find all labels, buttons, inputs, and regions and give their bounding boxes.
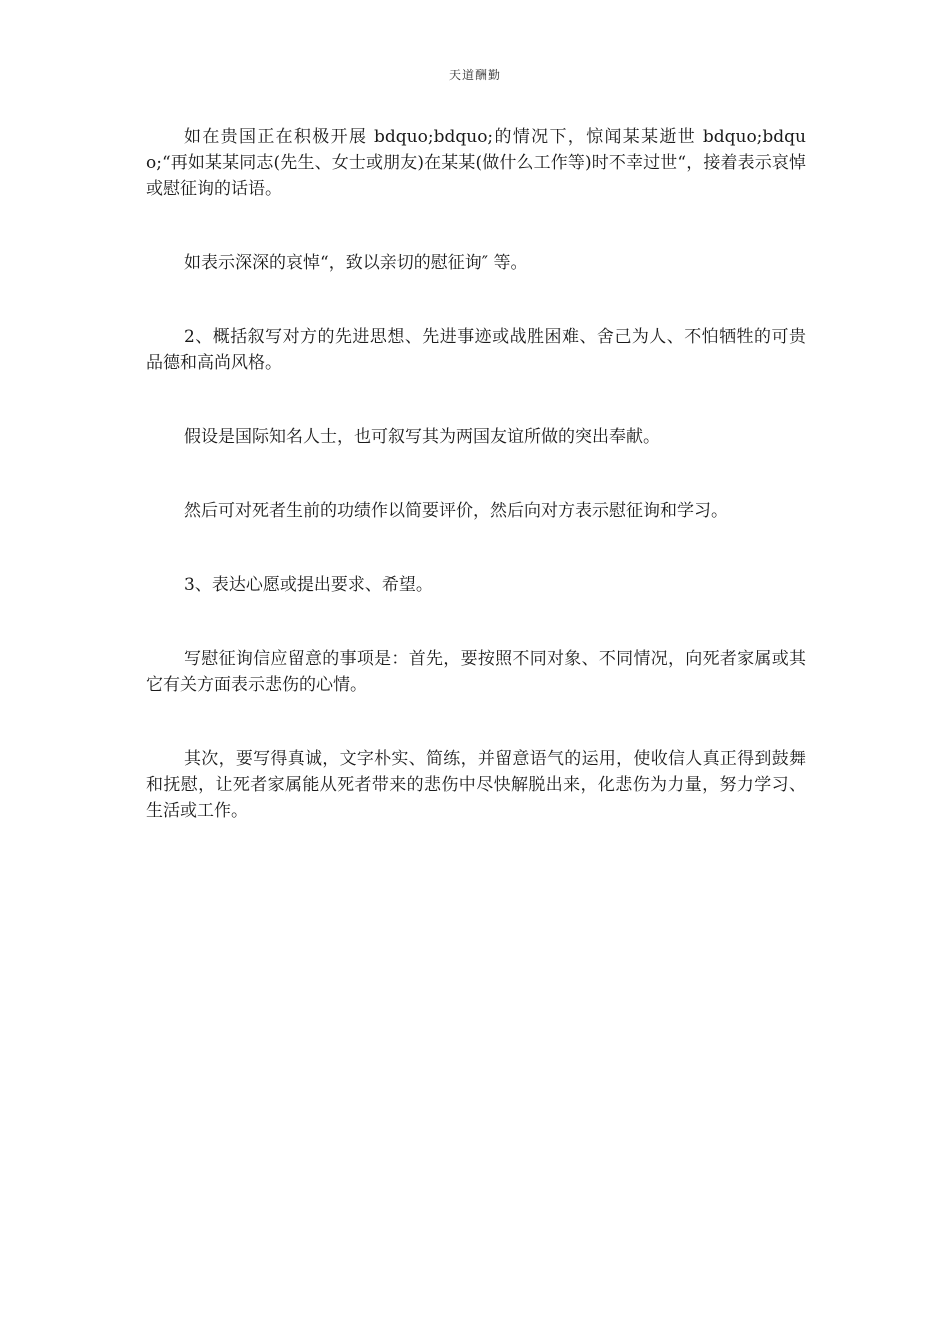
paragraph-2: 如表示深深的哀悼“，致以亲切的慰征询″ 等。 xyxy=(184,253,528,273)
paragraph-6: 3、表达心愿或提出要求、希望。 xyxy=(184,575,433,595)
paragraph-1: 如在贵国正在积极开展 bdquo;bdquo;的情况下，惊闻某某逝世 bdquo;bdquo;“再如某某同志(先生、女士或朋友)在某某(做什么工作等)时不幸过世“，接着表示哀悼或慰征询的话语。 xyxy=(146,127,806,199)
paragraph-7: 写慰征询信应留意的事项是：首先，要按照不同对象、不同情况，向死者家属或其它有关方面表示悲伤的心情。 xyxy=(146,649,806,695)
paragraph-8: 其次，要写得真诚，文字朴实、简练，并留意语气的运用，使收信人真正得到鼓舞和抚慰，让死者家属能从死者带来的悲伤中尽快解脱出来，化悲伤为力量，努力学习、生活或工作。 xyxy=(146,749,806,821)
paragraph-5: 然后可对死者生前的功绩作以简要评价，然后向对方表示慰征询和学习。 xyxy=(184,501,728,521)
document-body xyxy=(146,124,806,872)
paragraph-4: 假设是国际知名人士，也可叙写其为两国友谊所做的突出奉献。 xyxy=(184,427,660,447)
page-header: 天道酬勤 xyxy=(448,68,501,82)
paragraph-3: 2、概括叙写对方的先进思想、先进事迹或战胜困难、舍己为人、不怕牺牲的可贵品德和高尚风格。 xyxy=(146,327,806,373)
